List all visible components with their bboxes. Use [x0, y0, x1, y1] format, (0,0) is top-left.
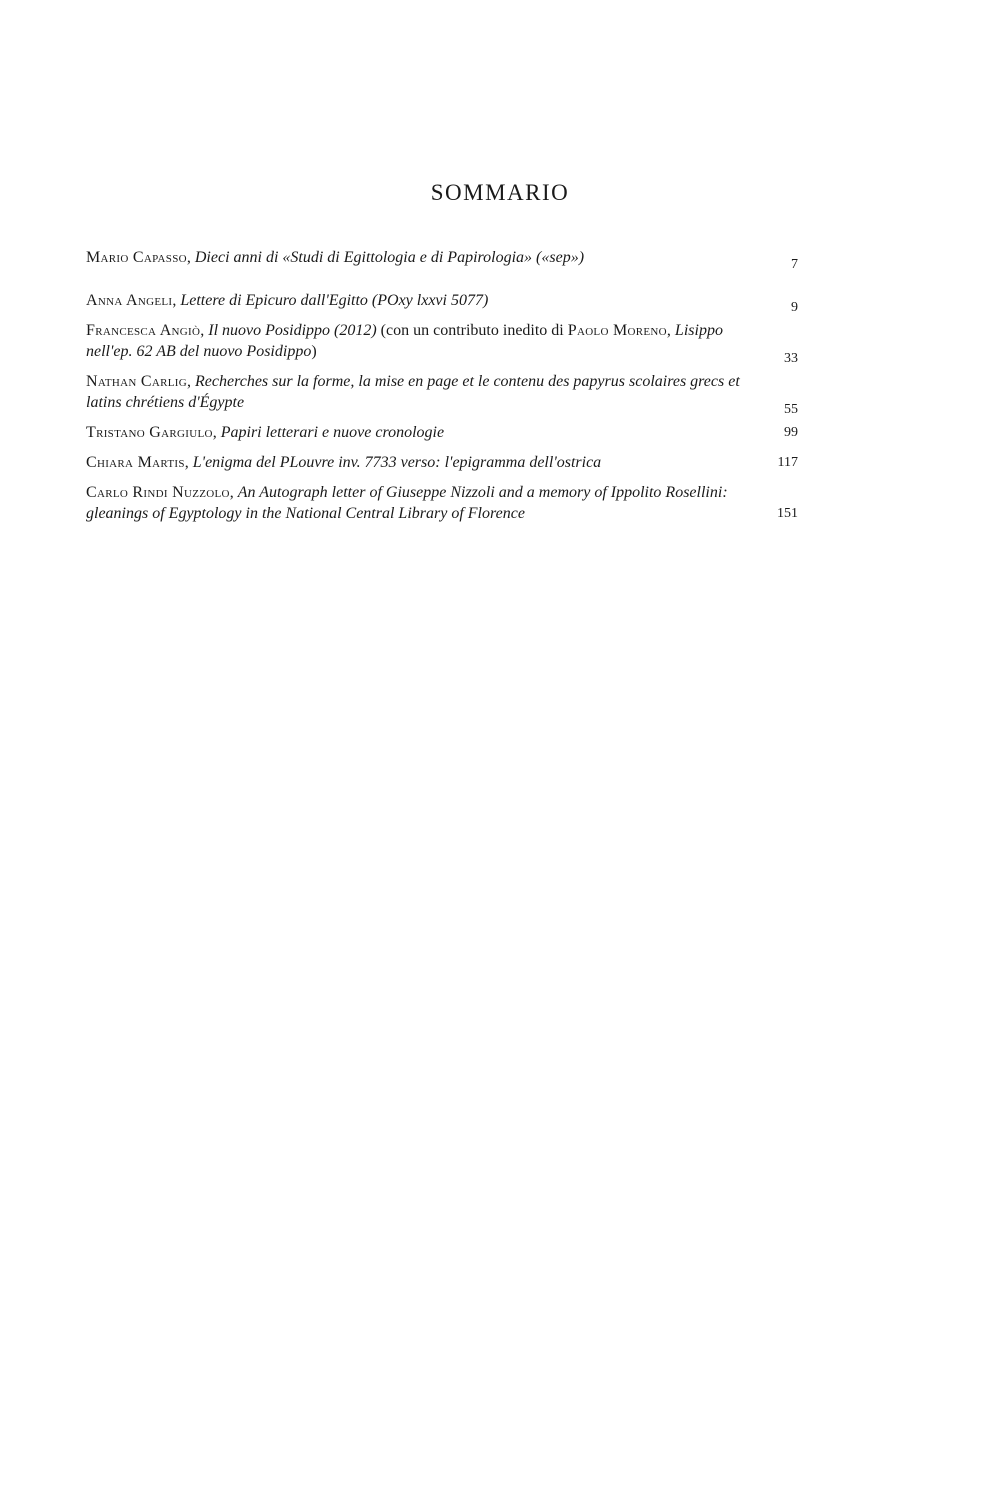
entry-page-number: 55 [784, 402, 798, 417]
toc-entry-text: Nathan Carlig, Recherches sur la forme, la mise en page et le contenu des papyrus scolaires grecs et latins chrétiens d'Égypte [86, 373, 740, 411]
entry-title: Recherches sur la forme, la mise en page et le contenu des papyrus scolaires grecs et latins chrétiens d'Égypte [86, 373, 740, 411]
entry-title: Dieci anni di «Studi di Egittologia e di Papirologia» («sep») [194, 249, 585, 266]
toc-entry[interactable] [86, 290, 798, 315]
entry-note-close: ) [311, 343, 317, 360]
entry-author: Chiara Martis [86, 454, 185, 471]
entry-page-number: 99 [784, 425, 798, 440]
toc-entry-text: Francesca Angiò, Il nuovo Posidippo (2012) (con un contributo inedito di Paolo Moreno, Lisippo nell'ep. 62 AB del nuovo Posidippo) [86, 322, 723, 360]
entry-title: Il nuovo Posidippo (2012) [208, 322, 377, 339]
toc-entry[interactable] [86, 422, 798, 443]
entry-note-author: Paolo Moreno [567, 322, 667, 339]
toc-entry-text: Carlo Rindi Nuzzolo, An Autograph letter of Giuseppe Nizzoli and a memory of Ippolito Rosellini: gleanings of Egyptology in the National Central Library of Florence [86, 484, 728, 522]
toc-entry[interactable] [86, 452, 798, 473]
entry-author: Francesca Angiò [86, 322, 201, 339]
toc-entry-text: Anna Angeli, Lettere di Epicuro dall'Egitto (POxy lxxvi 5077) [86, 292, 489, 309]
entry-author: Mario Capasso [86, 249, 187, 266]
toc-entry[interactable] [86, 247, 798, 272]
entry-note-title: Lisippo nell'ep. 62 AB del nuovo Posidippo [86, 322, 723, 360]
entry-title: Lettere di Epicuro dall'Egitto (POxy lxxvi 5077) [180, 292, 489, 309]
toc-entry[interactable] [86, 371, 798, 417]
entry-title: Papiri letterari e nuove cronologie [220, 424, 445, 441]
entry-note: (con un contributo inedito di [380, 322, 564, 339]
entry-author: Anna Angeli [86, 292, 173, 309]
toc-entry-text: Tristano Gargiulo, Papiri letterari e nuove cronologie [86, 424, 445, 441]
toc-entry-text: Mario Capasso, Dieci anni di «Studi di Egittologia e di Papirologia» («sep») [86, 249, 585, 266]
entry-title: L'enigma del PLouvre inv. 7733 verso: l'epigramma dell'ostrica [192, 454, 602, 471]
table-of-contents [86, 247, 798, 533]
page-title: SOMMARIO [430, 180, 570, 205]
entry-page-number: 7 [791, 257, 798, 272]
entry-page-number: 117 [777, 455, 798, 470]
entry-page-number: 151 [777, 506, 798, 521]
entry-author: Carlo Rindi Nuzzolo [86, 484, 230, 501]
entry-page-number: 9 [791, 300, 798, 315]
entry-author: Tristano Gargiulo [86, 424, 213, 441]
entry-title: An Autograph letter of Giuseppe Nizzoli and a memory of Ippolito Rosellini: gleanings of Egyptology in the National Central Library of Florence [86, 484, 728, 522]
entry-author: Nathan Carlig [86, 373, 188, 390]
toc-entry[interactable] [86, 320, 798, 366]
toc-entry[interactable] [86, 482, 798, 524]
toc-entry-text: Chiara Martis, L'enigma del PLouvre inv. 7733 verso: l'epigramma dell'ostrica [86, 454, 602, 471]
entry-page-number: 33 [784, 351, 798, 366]
